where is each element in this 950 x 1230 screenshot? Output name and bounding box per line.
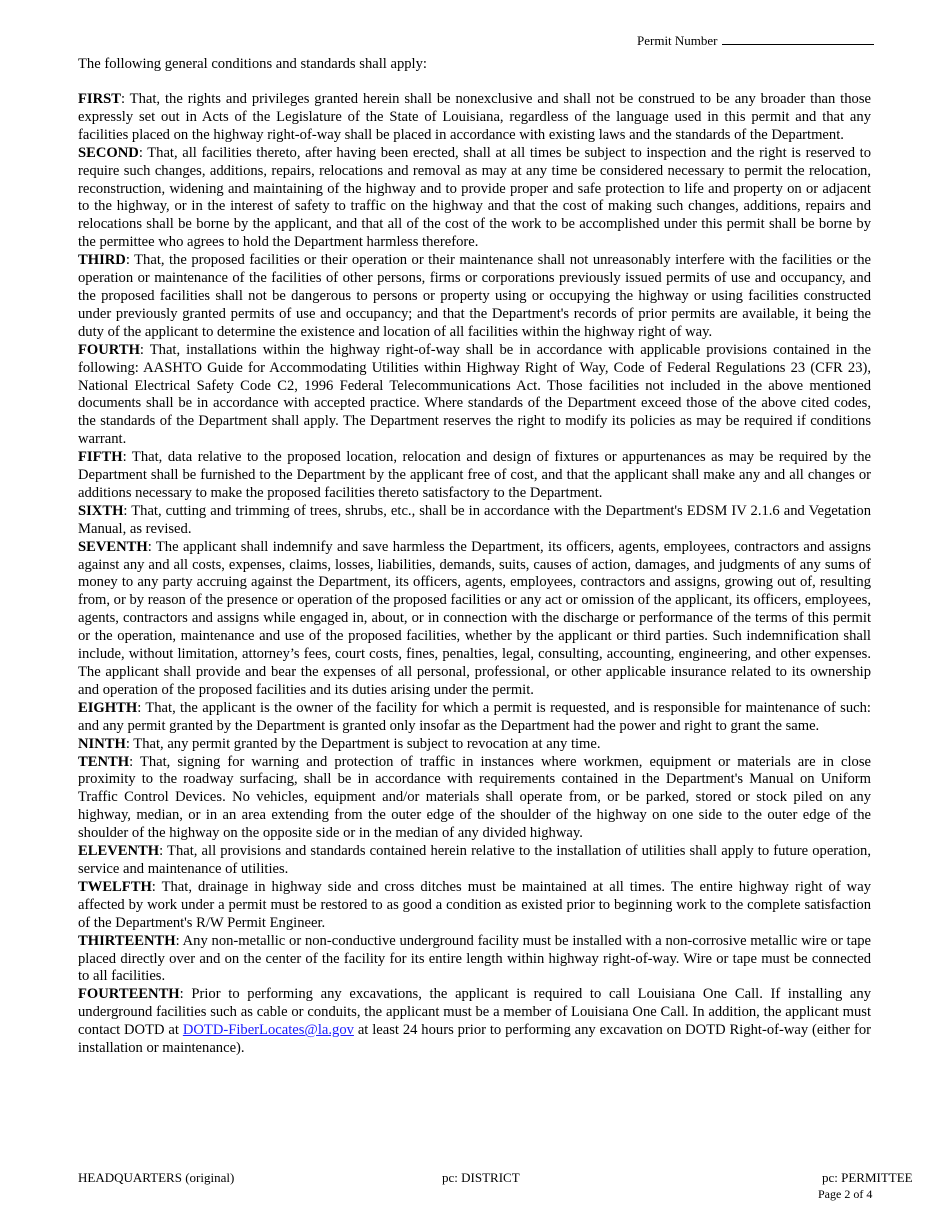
condition-label: THIRD	[78, 252, 126, 269]
condition-text: : That, the rights and privileges granted herein shall be nonexclusive and shall not be construed to be any broader than those expressly set out in Acts of the Legislature of the State of Louisiana, regardless of the language used in this permit and that any facilities placed on the highway right-of-way shall be placed in accordance with existing laws and the standards of the Department.	[78, 91, 871, 143]
condition-text: : That, drainage in highway side and cross ditches must be maintained at all times. The entire highway right of way affected by work under a permit must be restored to as good a condition as existed prior to beginning work to the complete satisfaction of the Department's R/W Permit Engineer.	[78, 878, 871, 931]
condition-text: : That, any permit granted by the Department is subject to revocation at any time.	[125, 735, 601, 752]
condition-item	[78, 700, 871, 736]
condition-label: SEVENTH	[78, 538, 148, 555]
condition-label: ELEVENTH	[78, 843, 160, 860]
condition-item	[78, 342, 871, 449]
condition-text: : That, cutting and trimming of trees, shrubs, etc., shall be in accordance with the Department's EDSM IV 2.1.6 and Vegetation Manual, as revised.	[78, 502, 871, 537]
condition-item	[78, 252, 871, 342]
condition-text: : That, all facilities thereto, after having been erected, shall at all times be subject to inspection and the right is reserved to require such changes, additions, repairs, relocations and removal as may at any time be considered necessary to permit the relocation, reconstruction, widening and maintaining of the highway and to provide proper and safe protection to life and property on or adjacent to the highway, or in the interest of safety to traffic on the highway and that the cost of making such changes, additions, repairs and relocations shall be borne by the applicant, and that all of the cost of the work to be accomplished under this permit shall be borne by the permittee who agrees to hold the Department harmless therefore.	[78, 144, 871, 251]
footer-headquarters: HEADQUARTERS (original)	[78, 1170, 235, 1185]
fiber-locates-email-link[interactable]: DOTD-FiberLocates@la.gov	[182, 1022, 354, 1039]
condition-label: SIXTH	[78, 502, 124, 519]
condition-item-fourteenth	[78, 986, 871, 1058]
conditions-list	[78, 91, 871, 1058]
intro-text: The following general conditions and standards shall apply:	[78, 56, 427, 72]
footer-permittee: pc: PERMITTEE	[822, 1170, 913, 1185]
condition-item	[78, 91, 871, 145]
condition-text: : The applicant shall indemnify and save harmless the Department, its officers, agents, employees, contractors and assigns against any and all costs, expenses, claims, losses, liabilities, demands, suits, causes of action, damages, and judgments of any sums of money to any party accruing against the Department, its officers, agents, employees, contractors and assigns, growing out of, resulting from, or by reason of the presence or operation of the proposed facilities or any act or omission of the applicant, its officers, employees, agents, contractors and assigns while engaged in, about, or in connection with the discharge or performance of the terms of this permit or the operation, maintenance and use of the proposed facilities, whether by the applicant or third parties. Such indemnification shall include, without limitation, attorney’s fees, court costs, fines, penalties, legal, consulting, accounting, engineering, and other expenses. The applicant shall provide and bear the expenses of all personal, professional, or other applicable insurance related to its ownership and operation of the proposed facilities and its duties arising under the permit.	[78, 538, 871, 698]
condition-item	[78, 145, 871, 252]
condition-label: FOURTH	[78, 341, 140, 358]
page-number: Page 2 of 4	[818, 1187, 873, 1201]
permit-number-blank	[722, 32, 874, 45]
condition-text: : That, signing for warning and protection of traffic in instances where workmen, equipment or materials are in close proximity to the roadway surfacing, shall be in accordance with requirements contained in the Department's Manual on Uniform Traffic Control Devices. No vehicles, equipment and/or materials shall operate from, or be parked, stored or stock piled on any highway, median, or in an area extending from the outer edge of the shoulder of the highway on one side to the outer edge of the shoulder of the highway on the opposite side or in the median of any divided highway.	[78, 753, 871, 842]
condition-item	[78, 933, 871, 987]
condition-item	[78, 754, 871, 844]
condition-item	[78, 879, 871, 933]
footer-district: pc: DISTRICT	[442, 1170, 520, 1185]
condition-label: TWELFTH	[78, 878, 152, 895]
condition-label: FOURTEENTH	[78, 986, 180, 1003]
condition-text: : That, installations within the highway right-of-way shall be in accordance with applicable provisions contained in the following: AASHTO Guide for Accommodating Utilities within Highway Right of Way, Code of Federal Regulations 23 (CFR 23), National Electrical Safety Code C2, 1996 Federal Telecommunications Act. Those facilities not included in the above mentioned documents shall be in accordance with accepted practice. Where standards of the Department exceed those of the above cited codes, the standards of the Department shall apply. The Department reserves the right to modify its policies as may be required if conditions warrant.	[78, 341, 871, 448]
condition-text: : Prior to performing any excavations, the applicant is required to call Louisiana One Call. If installing any underground facilities such as cable or conduits, the applicant must be a member of Louisiana One Call. In addition, the applicant must contact DOTD at	[78, 986, 871, 1039]
condition-item	[78, 503, 871, 539]
condition-item	[78, 449, 871, 503]
condition-text: : That, data relative to the proposed location, relocation and design of fixtures or appurtenances as may be required by the Department shall be furnished to the Department by the applicant free of cost, and that the applicant shall make any and all changes or additions necessary to make the proposed facilities thereto satisfactory to the Department.	[78, 449, 871, 501]
condition-label: NINTH	[78, 735, 126, 752]
condition-text: : That, the proposed facilities or their operation or their maintenance shall not unreasonably interfere with the facilities or the operation or maintenance of the facilities of other persons, firms or corporations previously issued permits of use and occupancy, and the proposed facilities shall not be dangerous to persons or property using or occupying the highway or using facilities constructed under previously granted permits of use and occupancy; and that the Department's records of prior permits are available, it being the duty of the applicant to determine the existence and location of all facilities within the highway right of way.	[78, 252, 871, 340]
condition-item	[78, 736, 871, 754]
condition-label: THIRTEENTH	[78, 932, 176, 949]
condition-label: FIFTH	[78, 449, 123, 466]
condition-text: : That, all provisions and standards contained herein relative to the installation of utilities shall apply to future operation, service and maintenance of utilities.	[78, 843, 871, 877]
condition-item	[78, 843, 871, 879]
condition-label: FIRST	[78, 91, 121, 107]
condition-label: TENTH	[78, 753, 130, 770]
condition-label: EIGHTH	[78, 699, 138, 716]
permit-number-label: Permit Number	[637, 33, 718, 48]
condition-text: : That, the applicant is the owner of the facility for which a permit is requested, and is responsible for maintenance of such: and any permit granted by the Department is granted only insofar as the Department had the power and right to grant the same.	[78, 699, 871, 734]
permit-number-field	[637, 32, 874, 49]
condition-text-after: at least 24 hours prior to performing any excavation on DOTD Right-of-way (either for installation or maintenance).	[78, 1022, 872, 1057]
condition-item	[78, 539, 871, 700]
condition-label: SECOND	[78, 144, 139, 161]
condition-text: : Any non-metallic or non-conductive underground facility must be installed with a non-corrosive metallic wire or tape placed directly over and on the center of the facility for its entire length within highway right-of-way. Wire or tape must be connected to all facilities.	[78, 932, 871, 985]
